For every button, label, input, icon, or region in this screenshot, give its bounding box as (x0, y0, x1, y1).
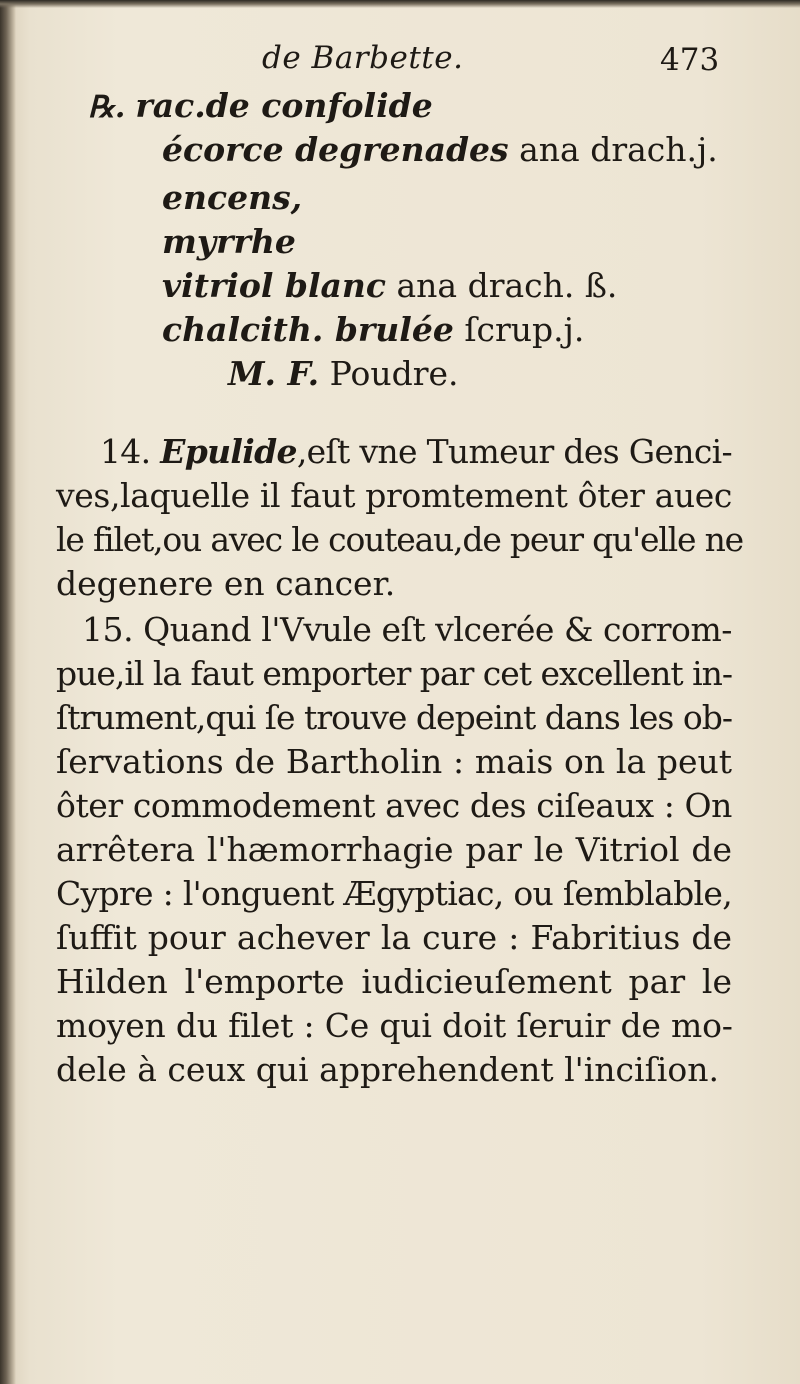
recipe-ingredient: vitriol blanc (162, 266, 386, 305)
recipe-line-5 (162, 264, 617, 308)
recipe-line-3 (162, 176, 302, 220)
recipe-line-4 (162, 220, 296, 264)
para-15-line: moyen du filet : Ce qui doit ſeruir de mo- (56, 1006, 733, 1045)
page-gutter-shadow (0, 0, 16, 1384)
recipe-product: Poudre. (319, 354, 459, 393)
page-top-edge (0, 0, 800, 8)
para-14-text: ,eſt vne Tumeur des Genci- (296, 432, 732, 471)
recipe-ingredient: myrrhe (162, 222, 296, 261)
para-15-line: Hilden l'emporte iudicieuſement par le (56, 962, 732, 1001)
recipe-line-7 (228, 352, 459, 396)
para-14-number: 14. (100, 432, 161, 471)
recipe-line-1 (88, 84, 433, 130)
recipe-line-2 (162, 128, 718, 172)
recipe-ingredient: écorce degrenades (162, 130, 509, 169)
recipe-ingredient: encens, (162, 178, 303, 217)
recipe-line-6 (162, 308, 584, 352)
para-14-line-2: ves,laquelle il faut promtement ôter auec (56, 476, 732, 515)
para-15-line: arrêtera l'hæmorrhagie par le Vitriol de (56, 830, 732, 869)
para-14-line-1 (56, 430, 732, 474)
para-14-line-4: degenere en cancer. (56, 564, 396, 603)
recipe-ingredient: chalcith. brulée (162, 310, 454, 349)
para-15-line: ôter commodement avec des ciſeaux : On (56, 786, 732, 825)
para-15-line: Cypre : l'onguent Ægyptiac, ou ſemblable, (56, 874, 732, 913)
para-15-line: pue,il la faut emporter par cet excellent in- (56, 654, 732, 693)
para-15-line: ſtrument,qui ſe trouve depeint dans les ob- (56, 698, 732, 737)
page-number: 473 (660, 42, 720, 78)
recipe-ingredient: rac.de confolide (135, 86, 433, 125)
para-15-line: dele à ceux qui apprehendent l'inciſion. (56, 1050, 719, 1089)
para-14-term: Epulide (160, 432, 297, 471)
para-14-line-3: le filet,ou avec le couteau,de peur qu'elle ne (56, 520, 743, 559)
recipe-instruction: M. F. (228, 354, 320, 393)
recipe-dose: ana drach.j. (508, 130, 718, 169)
para-15-line: ſuffit pour achever la cure : Fabritius de (56, 918, 732, 957)
para-15-line: 15. Quand l'Vvule eſt vlcerée & corrom- (82, 610, 732, 649)
para-15-line: ſervations de Bartholin : mais on la peut (56, 742, 732, 781)
recipe-dose: ſcrup.j. (453, 310, 585, 349)
recipe-symbol: ℞. (88, 90, 126, 125)
running-head: de Barbette. (262, 40, 464, 76)
recipe-dose: ana drach. ß. (386, 266, 618, 305)
